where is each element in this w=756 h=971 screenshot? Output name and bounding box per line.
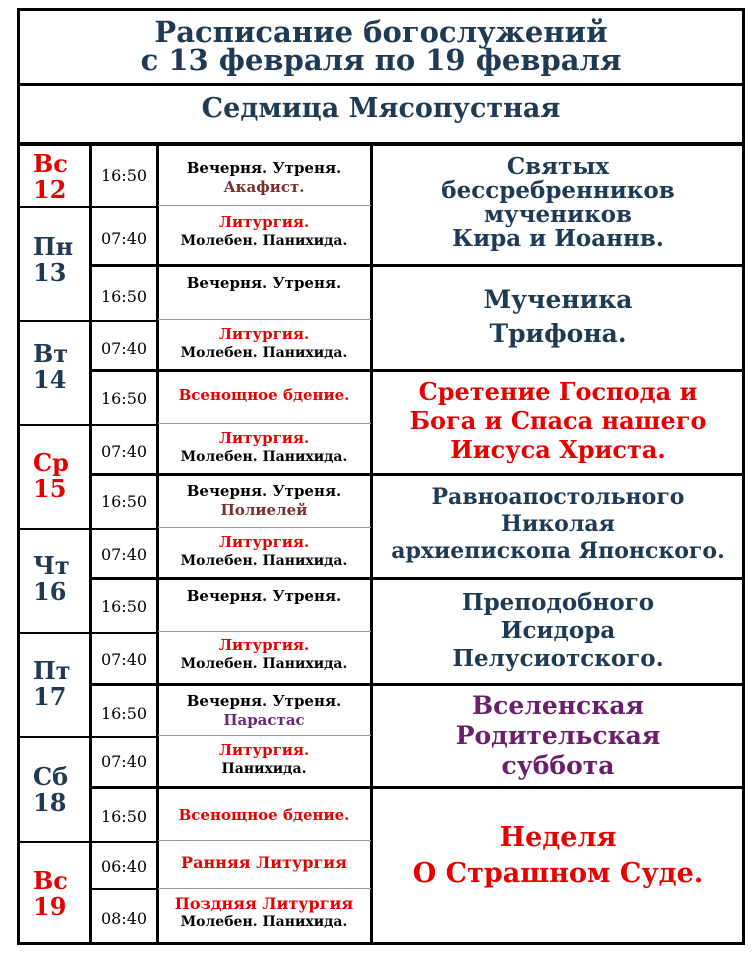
- divider: [158, 840, 371, 841]
- divider: [91, 577, 373, 580]
- service-line: Литургия.: [218, 533, 310, 551]
- service-cell: [158, 482, 370, 520]
- service-time: 16:50: [100, 166, 148, 185]
- service-line: Литургия.: [218, 636, 310, 654]
- divider: [17, 841, 91, 843]
- divider: [91, 528, 157, 530]
- service-time: 07:40: [100, 545, 148, 564]
- page-title: [20, 15, 742, 77]
- divider: [91, 206, 157, 208]
- service-time: 07:40: [100, 752, 148, 771]
- divider: [371, 369, 745, 372]
- service-line: Литургия.: [218, 213, 310, 231]
- divider: [371, 577, 745, 580]
- divider: [17, 83, 745, 86]
- service-line: Молебен. Панихида.: [180, 449, 348, 465]
- service-cell: [158, 274, 370, 293]
- service-line: Всенощное бдение.: [178, 386, 350, 404]
- service-line: Парастас: [223, 711, 305, 729]
- day-label: Сб 18: [33, 762, 69, 817]
- service-cell: [158, 213, 370, 251]
- feast-cell: Вселенская Родительская суббота: [455, 691, 661, 780]
- divider: [17, 736, 91, 738]
- feast-cell: Сретение Господа и Бога и Спаса нашего Иисуса Христа.: [409, 377, 707, 464]
- divider: [158, 423, 371, 424]
- divider: [17, 142, 745, 146]
- feast-cell: Неделя О Страшном Суде.: [412, 822, 704, 889]
- service-cell: [158, 325, 370, 363]
- service-cell: [158, 429, 370, 467]
- service-line: Молебен. Панихида.: [180, 233, 348, 249]
- divider: [371, 786, 745, 789]
- divider: [371, 683, 745, 686]
- day-label: Пн 13: [33, 232, 74, 287]
- service-time: 16:50: [100, 389, 148, 408]
- service-line: Ранняя Литургия: [181, 853, 347, 872]
- service-cell: [158, 159, 370, 197]
- service-time: 16:50: [100, 597, 148, 616]
- divider: [91, 369, 373, 372]
- service-cell: [158, 533, 370, 571]
- title-line-1: Расписание богослужений: [154, 15, 608, 49]
- service-cell: [158, 692, 370, 730]
- divider: [91, 736, 157, 738]
- divider: [17, 206, 91, 208]
- service-line: Акафист.: [223, 178, 305, 196]
- service-line: Литургия.: [218, 741, 310, 759]
- divider: [91, 841, 157, 843]
- day-label: Вс 19: [33, 866, 68, 921]
- divider: [371, 473, 745, 476]
- divider: [91, 473, 373, 476]
- divider: [17, 632, 91, 634]
- service-line: Молебен. Панихида.: [180, 345, 348, 361]
- week-title: Седмица Мясопустная: [201, 93, 561, 124]
- divider: [17, 424, 91, 426]
- service-cell: [158, 636, 370, 674]
- divider: [158, 319, 371, 320]
- service-time: 06:40: [100, 857, 148, 876]
- divider: [91, 264, 373, 267]
- divider: [158, 205, 371, 206]
- service-time: 16:50: [100, 287, 148, 306]
- service-line: Панихида.: [221, 761, 307, 777]
- divider: [158, 735, 371, 736]
- service-line: Молебен. Панихида.: [180, 553, 348, 569]
- divider: [17, 320, 91, 322]
- service-time: 16:50: [100, 807, 148, 826]
- day-label: Ср 15: [33, 448, 69, 503]
- schedule-frame: [17, 8, 745, 945]
- service-cell: [158, 587, 370, 606]
- service-line: Вечерня. Утреня.: [186, 587, 342, 605]
- service-cell: [158, 806, 370, 825]
- feast-cell: Преподобного Исидора Пелусиотского.: [452, 589, 664, 672]
- divider: [91, 683, 373, 686]
- service-cell: [158, 853, 370, 872]
- feast-cell: Святых бессребренников мучеников Кира и Иоаннв.: [441, 153, 675, 252]
- service-line: Вечерня. Утреня.: [186, 692, 342, 710]
- divider: [91, 632, 157, 634]
- service-line: Литургия.: [218, 325, 310, 343]
- divider: [91, 786, 373, 789]
- feast-cell: Равноапостольного Николая архиепископа Японского.: [391, 484, 725, 564]
- service-line: Поздняя Литургия: [174, 894, 354, 913]
- feast-cell: Мученика Трифона.: [483, 285, 633, 348]
- service-time: 07:40: [100, 442, 148, 461]
- divider: [91, 888, 157, 890]
- title-line-2: с 13 февраля по 19 февраля: [140, 43, 622, 77]
- service-time: 16:50: [100, 704, 148, 723]
- service-line: Вечерня. Утреня.: [186, 482, 342, 500]
- service-line: Вечерня. Утреня.: [186, 274, 342, 292]
- service-cell: [158, 894, 370, 932]
- divider: [17, 528, 91, 530]
- divider: [158, 527, 371, 528]
- service-time: 16:50: [100, 492, 148, 511]
- service-time: 07:40: [100, 650, 148, 669]
- day-label: Чт 16: [33, 551, 70, 606]
- day-label: Вс 12: [33, 149, 68, 204]
- day-label: Пт 17: [33, 656, 71, 711]
- service-line: Всенощное бдение.: [178, 806, 350, 824]
- divider: [158, 631, 371, 632]
- service-line: Полиелей: [220, 501, 308, 519]
- service-cell: [158, 741, 370, 779]
- service-line: Молебен. Панихида.: [180, 914, 348, 930]
- divider: [371, 264, 745, 267]
- divider: [91, 424, 157, 426]
- service-line: Молебен. Панихида.: [180, 656, 348, 672]
- service-line: Вечерня. Утреня.: [186, 159, 342, 177]
- service-cell: [158, 386, 370, 405]
- service-time: 07:40: [100, 339, 148, 358]
- service-time: 07:40: [100, 229, 148, 248]
- divider: [158, 888, 371, 889]
- service-line: Литургия.: [218, 429, 310, 447]
- service-time: 08:40: [100, 909, 148, 928]
- divider: [91, 320, 157, 322]
- day-label: Вт 14: [33, 339, 69, 394]
